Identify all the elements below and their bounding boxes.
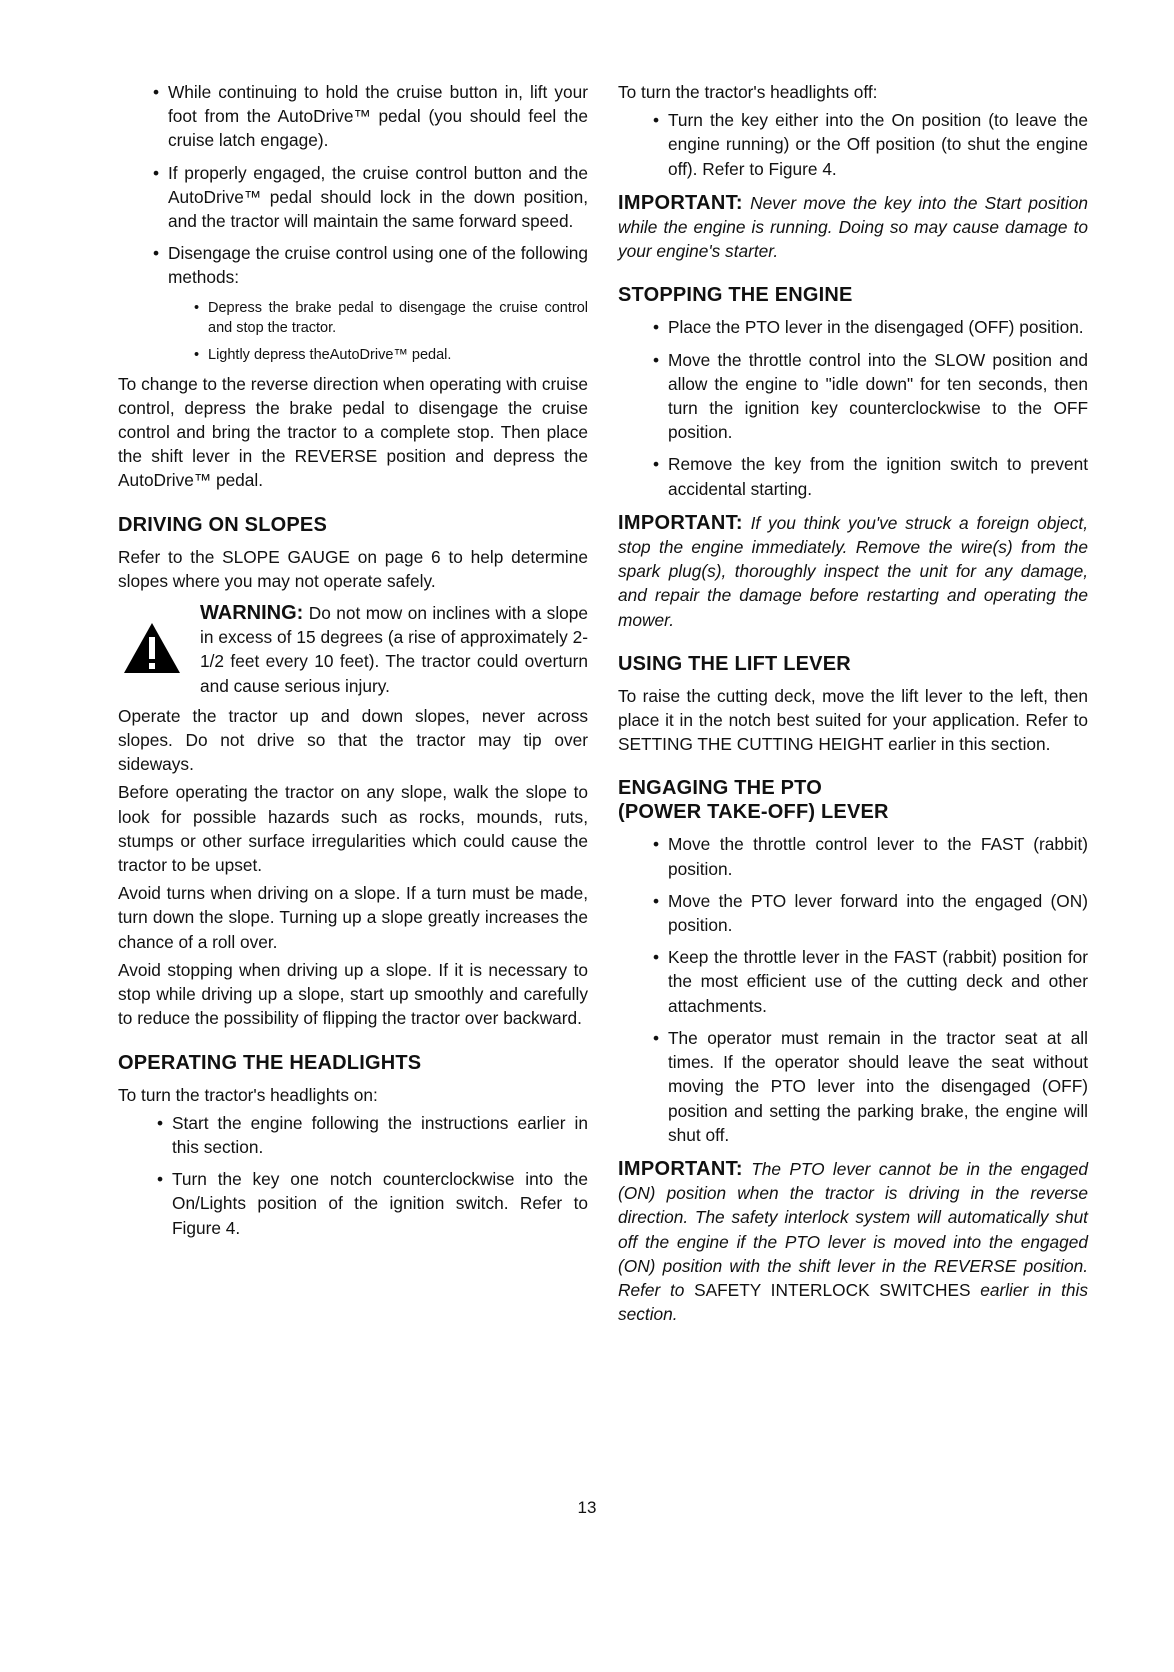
important-label: IMPORTANT: bbox=[618, 511, 743, 534]
interlock-reference: SAFETY INTERLOCK SWITCHES bbox=[694, 1279, 971, 1300]
cruise-bullet-list bbox=[118, 80, 588, 290]
list-item: • The operator must remain in the tractor seat at all times. If the operator should leave the seat without moving the PTO lever into the disengaged (OFF) position and setting the parking brake, the engine will shut off. bbox=[618, 1026, 1088, 1147]
list-item: • Lightly depress theAutoDrive™ pedal. bbox=[118, 345, 588, 365]
slopes-paragraph: Avoid turns when driving on a slope. If a turn must be made, turn down the slope. Turning up a slope greatly increases the chance of a roll over. bbox=[118, 883, 588, 952]
list-item: • Move the throttle control lever to the FAST (rabbit) position. bbox=[618, 832, 1088, 880]
list-item: • Start the engine following the instructions earlier in this section. bbox=[118, 1111, 588, 1159]
pto-list bbox=[618, 832, 1088, 1146]
warning-text: Do not mow on inclines with a slope in excess of 15 degrees (a rise of approximately 2-1/2 feet every 10 feet). The tractor could overturn and cause serious injury. bbox=[200, 603, 588, 696]
heading-line: (POWER TAKE-OFF) LEVER bbox=[618, 801, 889, 824]
warning-label: WARNING: bbox=[200, 602, 304, 625]
page-number: 13 bbox=[577, 1498, 597, 1517]
headlights-off-list bbox=[618, 108, 1088, 181]
headlights-off-intro: To turn the tractor's headlights off: bbox=[618, 82, 878, 102]
important-text: If you think you've struck a foreign object, stop the engine immediately. Remove the wire(s) from the spark plug(s), thoroughly inspect the unit for any damage, and repair the damage before restarting and operating the mower. bbox=[618, 512, 1088, 630]
heading-engaging-pto bbox=[618, 776, 1088, 824]
heading-line: ENGAGING THE PTO bbox=[618, 777, 822, 800]
important-text: Never move the key into the Start position while the engine is running. Doing so may cause damage to your engine's starter. bbox=[618, 192, 1088, 262]
headlights-on-list bbox=[118, 1111, 588, 1240]
list-item: • Move the PTO lever forward into the engaged (ON) position. bbox=[618, 889, 1088, 937]
heading-using-lift-lever: USING THE LIFT LEVER bbox=[618, 652, 851, 675]
list-item: • Turn the key one notch counterclockwise into the On/Lights position of the ignition switch. Refer to Figure 4. bbox=[118, 1167, 588, 1240]
slopes-paragraph: Operate the tractor up and down slopes, never across slopes. Do not drive so that the tractor may tip over sideways. bbox=[118, 705, 588, 775]
list-item: • Move the throttle control into the SLOW position and allow the engine to "idle down" for ten seconds, then turn the ignition key counterclockwise to the OFF position. bbox=[618, 348, 1088, 445]
left-column bbox=[118, 80, 588, 1248]
disengage-methods-list bbox=[118, 298, 588, 365]
list-item: • While continuing to hold the cruise button in, lift your foot from the AutoDrive™ pedal (you should feel the cruise latch engage). bbox=[118, 80, 588, 153]
important-note-starter bbox=[618, 191, 1088, 264]
warning-box bbox=[118, 601, 588, 698]
warning-triangle-icon bbox=[122, 621, 182, 675]
lift-lever-paragraph: To raise the cutting deck, move the lift lever to the left, then place it in the notch best suited for your application. Refer to SETTING THE CUTTING HEIGHT earlier in this section. bbox=[618, 685, 1088, 755]
important-note-foreign-object bbox=[618, 511, 1088, 632]
right-column bbox=[618, 80, 1088, 1334]
heading-stopping-engine: STOPPING THE ENGINE bbox=[618, 284, 853, 307]
important-label: IMPORTANT: bbox=[618, 1157, 743, 1180]
heading-driving-on-slopes: DRIVING ON SLOPES bbox=[118, 513, 327, 536]
list-item: • Disengage the cruise control using one of the following methods: bbox=[118, 241, 588, 289]
list-item: • Remove the key from the ignition switch to prevent accidental starting. bbox=[618, 452, 1088, 500]
headlights-on-intro: To turn the tractor's headlights on: bbox=[118, 1084, 378, 1105]
stopping-engine-list bbox=[618, 315, 1088, 500]
important-text: The PTO lever cannot be in the engaged (ON) position when the tractor is driving in the reverse direction. The safety interlock system will automatically shut off the engine if the PTO lever is moved into the engaged (ON) position with the shift lever in the REVERSE position. Refer to bbox=[618, 1158, 1088, 1300]
list-item: • If properly engaged, the cruise control button and the AutoDrive™ pedal should lock in the down position, and the tractor will maintain the same forward speed. bbox=[118, 161, 588, 234]
list-item: • Place the PTO lever in the disengaged (OFF) position. bbox=[618, 315, 1088, 339]
important-label: IMPORTANT: bbox=[618, 191, 743, 214]
reverse-paragraph: To change to the reverse direction when operating with cruise control, depress the brake pedal to disengage the cruise control and bring the tractor to a complete stop. Then place the shift lever in the REVERSE position and depress the AutoDrive™ pedal. bbox=[118, 373, 588, 491]
heading-operating-headlights: OPERATING THE HEADLIGHTS bbox=[118, 1051, 422, 1074]
list-item: • Keep the throttle lever in the FAST (rabbit) position for the most efficient use of the cutting deck and other attachments. bbox=[618, 945, 1088, 1018]
slopes-intro: Refer to the SLOPE GAUGE on page 6 to help determine slopes where you may not operate safely. bbox=[118, 546, 588, 591]
list-item: • Turn the key either into the On position (to leave the engine running) or the Off position (to shut the engine off). Refer to Figure 4. bbox=[618, 108, 1088, 181]
slopes-paragraph: Avoid stopping when driving up a slope. If it is necessary to stop while driving up a slope, start up smoothly and carefully to reduce the possibility of flipping the tractor over backward. bbox=[118, 959, 588, 1029]
list-item: • Depress the brake pedal to disengage the cruise control and stop the tractor. bbox=[118, 298, 588, 338]
important-tail: earlier in this section. bbox=[618, 1279, 1088, 1325]
important-note-pto bbox=[618, 1157, 1088, 1326]
slopes-paragraph: Before operating the tractor on any slope, walk the slope to look for possible hazards such as rocks, mounds, ruts, stumps or other surface irregularities which could cause the tractor to be upset. bbox=[118, 782, 588, 876]
